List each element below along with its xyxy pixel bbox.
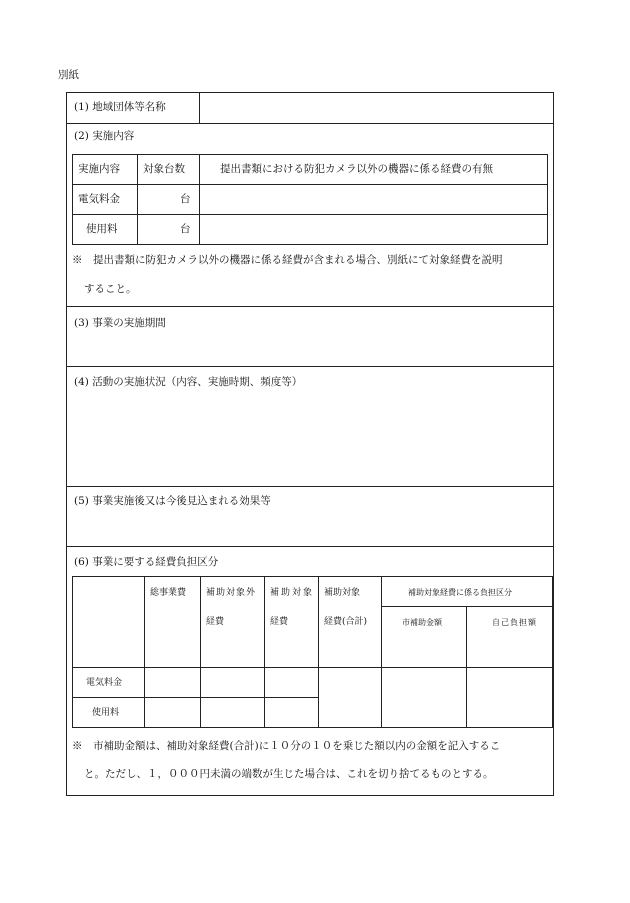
electricity-excluded-cost-cell[interactable] — [201, 668, 263, 697]
header-excluded-cost-1: 補助対象外 — [206, 588, 257, 598]
electricity-cost-field[interactable] — [200, 185, 547, 214]
header-excluded-cost-2: 経費 — [206, 617, 225, 627]
section-3-label: (3) 事業の実施期間 — [74, 317, 166, 329]
header-target-cost-2: 経費 — [270, 617, 289, 627]
header-count: 対象台数 — [143, 163, 185, 175]
usage-fee-field[interactable] — [200, 215, 547, 244]
city-subsidy-cell[interactable] — [382, 668, 465, 727]
section-divider — [66, 123, 554, 124]
row-unit: 台 — [180, 223, 191, 235]
cost-row-label: 使用料 — [92, 708, 120, 718]
header-target-sum-1: 補助対象 — [324, 588, 361, 598]
header-city-subsidy: 市補助金額 — [402, 618, 442, 627]
section-divider — [66, 306, 554, 307]
usage-target-cost-cell[interactable] — [265, 698, 317, 727]
header-self-burden: 自己負担額 — [492, 618, 537, 627]
header-burden-division: 補助対象経費に係る負担区分 — [408, 588, 512, 597]
page-label: 別紙 — [58, 69, 79, 81]
section-divider — [66, 486, 554, 487]
section-6-note-line-2: と。ただし、１，０００円未満の端数が生じた場合は、これを切り捨てるものとする。 — [84, 768, 494, 780]
section-6-label: (6) 事業に要する経費負担区分 — [74, 556, 219, 568]
header-target-sum-2: 経費(合計) — [324, 617, 368, 627]
usage-excluded-cost-cell[interactable] — [201, 698, 263, 727]
section-2-note-line-1: ※ 提出書類に防犯カメラ以外の機器に係る経費が含まれる場合、別紙にて対象経費を説明 — [72, 254, 503, 266]
row-item: 電気料金 — [78, 193, 120, 205]
section-1-label: (1) 地域団体等名称 — [74, 101, 166, 113]
section-divider — [66, 546, 554, 547]
section-5-label: (5) 事業実施後又は今後見込まれる効果等 — [74, 495, 271, 507]
row-unit: 台 — [180, 193, 191, 205]
header-content: 実施内容 — [78, 163, 120, 175]
usage-total-cost-cell[interactable] — [145, 698, 199, 727]
row-item: 使用料 — [86, 223, 118, 235]
header-target-cost-1: 補助対象 — [270, 588, 315, 598]
expected-effects-field[interactable] — [67, 513, 553, 545]
section-2-label: (2) 実施内容 — [74, 130, 135, 142]
electricity-total-cost-cell[interactable] — [145, 668, 199, 697]
target-cost-sum-cell[interactable] — [319, 668, 380, 727]
section-6-note-line-1: ※ 市補助金額は、補助対象経費(合計)に１０分の１０を乗じた額以内の金額を記入するこ — [72, 740, 501, 752]
table-col-line — [137, 154, 138, 245]
section-divider — [66, 366, 554, 367]
table-row-line — [381, 606, 553, 607]
electricity-target-cost-cell[interactable] — [265, 668, 317, 697]
section-4-label: (4) 活動の実施状況（内容、実施時期、頻度等） — [74, 376, 303, 388]
header-other-equipment: 提出書類における防犯カメラ以外の機器に係る経費の有無 — [220, 163, 493, 175]
activity-status-field[interactable] — [67, 394, 553, 485]
header-total-cost: 総事業費 — [150, 588, 187, 598]
implementation-period-field[interactable] — [67, 334, 553, 365]
organization-name-field[interactable] — [200, 93, 553, 123]
cost-row-label: 電気料金 — [86, 678, 123, 688]
section-2-note-line-2: すること。 — [84, 283, 137, 295]
self-burden-cell[interactable] — [467, 668, 552, 727]
